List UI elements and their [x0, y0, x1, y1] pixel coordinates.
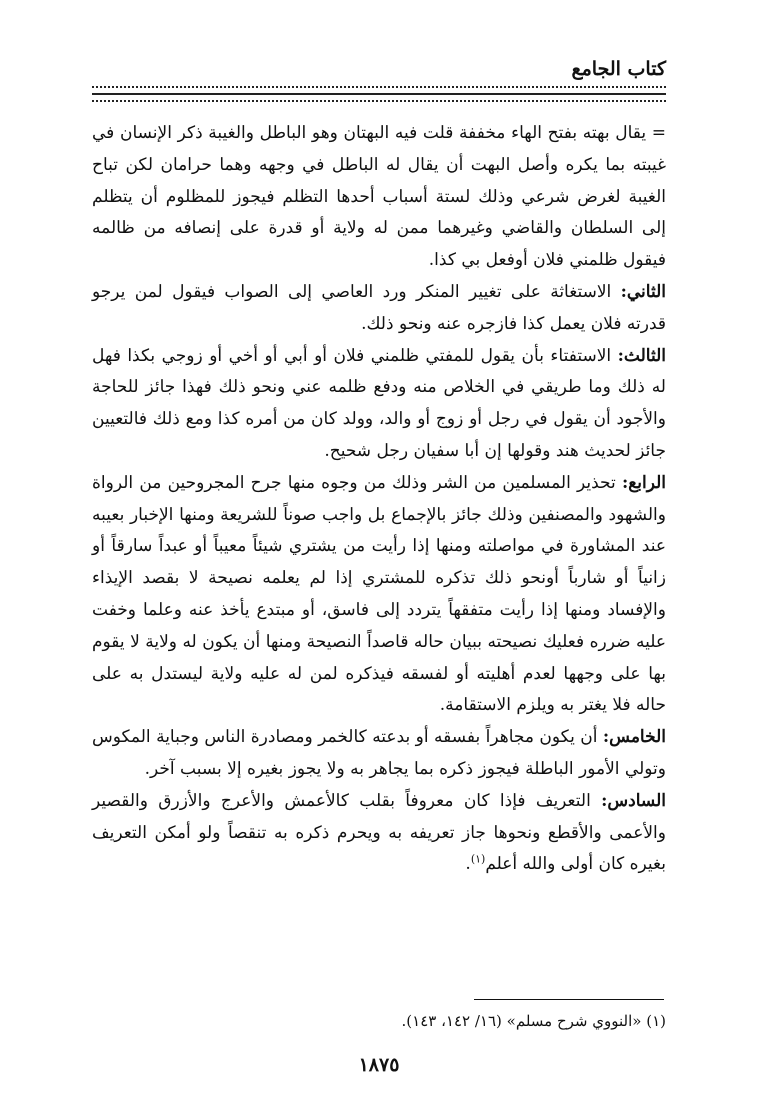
header-solid-rule: [92, 93, 666, 95]
main-text: [92, 118, 666, 881]
paragraph-sixth: [92, 786, 666, 881]
paragraph-second: [92, 277, 666, 341]
paragraph-label: الرابع:: [621, 472, 666, 493]
paragraph-label: الثالث:: [617, 345, 666, 366]
paragraph-third: [92, 341, 666, 468]
footnote-separator: [474, 999, 664, 1000]
paragraph-text: أن يكون مجاهراً بفسقه أو بدعته كالخمر ومصادرة الناس وجباية المكوس وتولي الأمور الباطلة فيجوز ذكره بما يجاهر به ولا يجوز بغيره إلا بسبب آخر.: [92, 727, 666, 779]
header-dotted-rule-bottom: [92, 100, 666, 102]
paragraph-text: = يقال بهته بفتح الهاء مخففة قلت فيه البهتان وهو الباطل والغيبة ذكر الإنسان في غيبته بما يكره وأصل البهت أن يقال له الباطل في وجهه وهما حرامان لكن تباح الغيبة لغرض شرعي وذلك لستة أسباب أحدها التظلم فيجوز للمظلوم أن يتظلم إلى السلطان والقاضي وغيرهما ممن له ولاية أو قدرة على إنصافه من ظالمه فيقول ظلمني فلان أوفعل بي كذا.: [92, 123, 666, 271]
paragraph-text: الاستغاثة على تغيير المنكر ورد العاصي إلى الصواب فيقول لمن يرجو قدرته فلان يعمل كذا فازجره عنه ونحو ذلك.: [92, 281, 666, 334]
paragraph-label: الثاني:: [620, 281, 666, 302]
paragraph-text: التعريف فإذا كان معروفاً بقلب كالأعمش والأعرج والأزرق والقصير والأعمى والأقطع ونحوها جاز تعريفه به ويحرم ذكره به تنقصاً ولو أمكن التعريف بغيره كان أولى والله أعلم: [92, 790, 666, 875]
paragraph-end: .: [465, 854, 471, 875]
paragraph-fourth: [92, 468, 666, 722]
paragraph-label: الخامس:: [602, 727, 666, 748]
footnote-marker: (١): [470, 852, 486, 866]
paragraph-intro: [92, 118, 666, 277]
page-number: ١٨٧٥: [358, 1054, 400, 1076]
paragraph-text: الاستفتاء بأن يقول للمفتي ظلمني فلان أو أبي أو أخي أو زوجي بكذا فهل له ذلك وما طريقي في الخلاص منه ودفع ظلمه عني ونحو ذلك فهذا جائز للحاجة والأجود أن يقول في رجل أو زوج أو والد، وولد كان من أمره كذا ومع ذلك فالتعيين جائز لحديث هند وقولها إن أبا سفيان رجل شحيح.: [92, 345, 666, 461]
paragraph-fifth: [92, 722, 666, 786]
header-dotted-rule-top: [92, 86, 666, 88]
paragraph-label: السادس:: [601, 790, 666, 811]
footnote: (١) «النووي شرح مسلم» (١٦/ ١٤٢، ١٤٣).: [401, 1012, 666, 1030]
paragraph-text: تحذير المسلمين من الشر وذلك من وجوه منها جرح المجروحين من الرواة والشهود والمصنفين وذلك جائز بالإجماع بل واجب صوناً للشريعة ومنها الإخبار بعيبه عند المشاورة في مواصلته ومنها إذا رأيت من يشتري شيئاً معيباً أو عبداً سارقاً أو زانياً أو شارباً أونحو ذلك تذكره للمشتري إذا لم يعلمه نصيحة لا بقصد الإيذاء والإفساد ومنها إذا رأيت متفقهاً يتردد إلى فاسق، أو مبتدع يأخذ عنه وعلما وخفت عليه ضرره فعليك نصيحته ببيان حاله قاصداً النصيحة ومنها أن يكون له ولاية لا يقوم بها على وجهها لعدم أهليته أو لفسقه فيذكره لمن له عليه ولاية ليستدل به على حاله فلا يغتر به ويلزم الاستقامة.: [92, 472, 666, 716]
running-header: كتاب الجامع: [571, 58, 666, 80]
